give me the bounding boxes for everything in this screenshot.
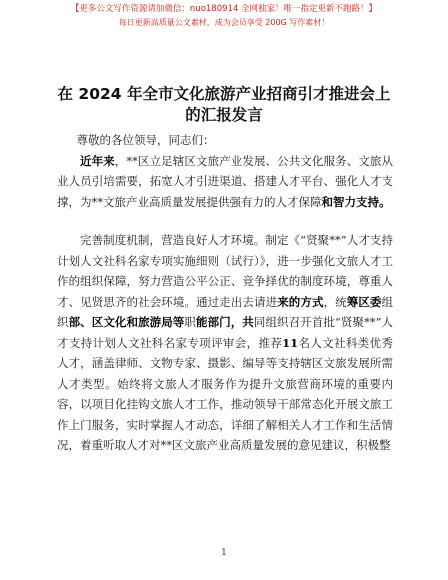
- document-title: [40, 84, 408, 126]
- paragraph-2-part2: ，统: [323, 294, 347, 309]
- paragraph-2-part6: 名人文社科类优秀人才，涵盖律师、文物专家、摄影、编导等支持辖区文旅发展所需人才类型。始终将文旅人才服务作为提升文旅营商环境的重要内容，以项目化挂钩文旅人才工作，推动领导干部常态化开展文旅工作上门服务，实时掌握人才动态，详细了解相关人才工作和生活情况，着重听取人才对**区文旅产业高质量发展的意见建议，积极整: [57, 335, 393, 452]
- paragraph-2-bold5: 11: [282, 335, 299, 350]
- page-number: 1: [221, 548, 227, 558]
- paragraph-1-bold-end: 和智力支持。: [321, 194, 391, 209]
- paragraph-2-bold4: 能部门，共: [195, 315, 254, 329]
- paragraph-2-part5: 同组织召开首批“贤聚**”人才支持计划人文社科名家专项评审会，推荐: [57, 315, 394, 350]
- paragraph-2-part3: 组织: [57, 294, 394, 329]
- paragraph-1: [57, 151, 393, 213]
- promo-banner: [0, 3, 448, 29]
- document-title-line1: 在 2024 年全市文化旅游产业招商引才推进会上: [57, 85, 391, 103]
- paragraph-2-bold2: 筹区委: [346, 294, 382, 309]
- paragraph-2-part4: 职: [184, 315, 196, 329]
- promo-banner-line1: 【更多公文写作资源请加微信：nuo180914 全网独家！唯一指定更新不跑路！】: [70, 4, 378, 14]
- paragraph-1-lead: 近年来: [80, 153, 115, 168]
- document-title-line2: 的汇报发言: [185, 106, 263, 124]
- promo-banner-line2: 每日更新高质量公文素材，成为会员享受 200G 写作素材！: [118, 18, 330, 27]
- paragraph-2-bold3: 部、区文化和旅游局等: [68, 315, 185, 329]
- paragraph-2-part1: 完善制度机制，营造良好人才环境。制定《“贤聚**”人才支持计划人文社科名家专项实施细则（试行）》，进一步强化文旅人才工作的组织保障，努力营造公平公正、竞争择优的制度环境，尊重人才、见贤思齐的社会环境。通过走出去请进: [57, 233, 393, 309]
- paragraph-2-bold1: 来的方式: [277, 294, 324, 309]
- salutation: 尊敬的各位领导，同志们：: [76, 133, 215, 147]
- document-body: [57, 130, 393, 456]
- paragraph-2: [57, 230, 393, 456]
- paragraph-1-text: ，**区立足辖区文旅产业发展、公共文化服务、文旅从业人员引培需要，拓宽人才引进渠道、搭建人才平台、强化人才支撑，为**文旅产业高质量发展提供强有力的人才保障: [57, 153, 394, 209]
- paragraph-gap: [57, 212, 393, 230]
